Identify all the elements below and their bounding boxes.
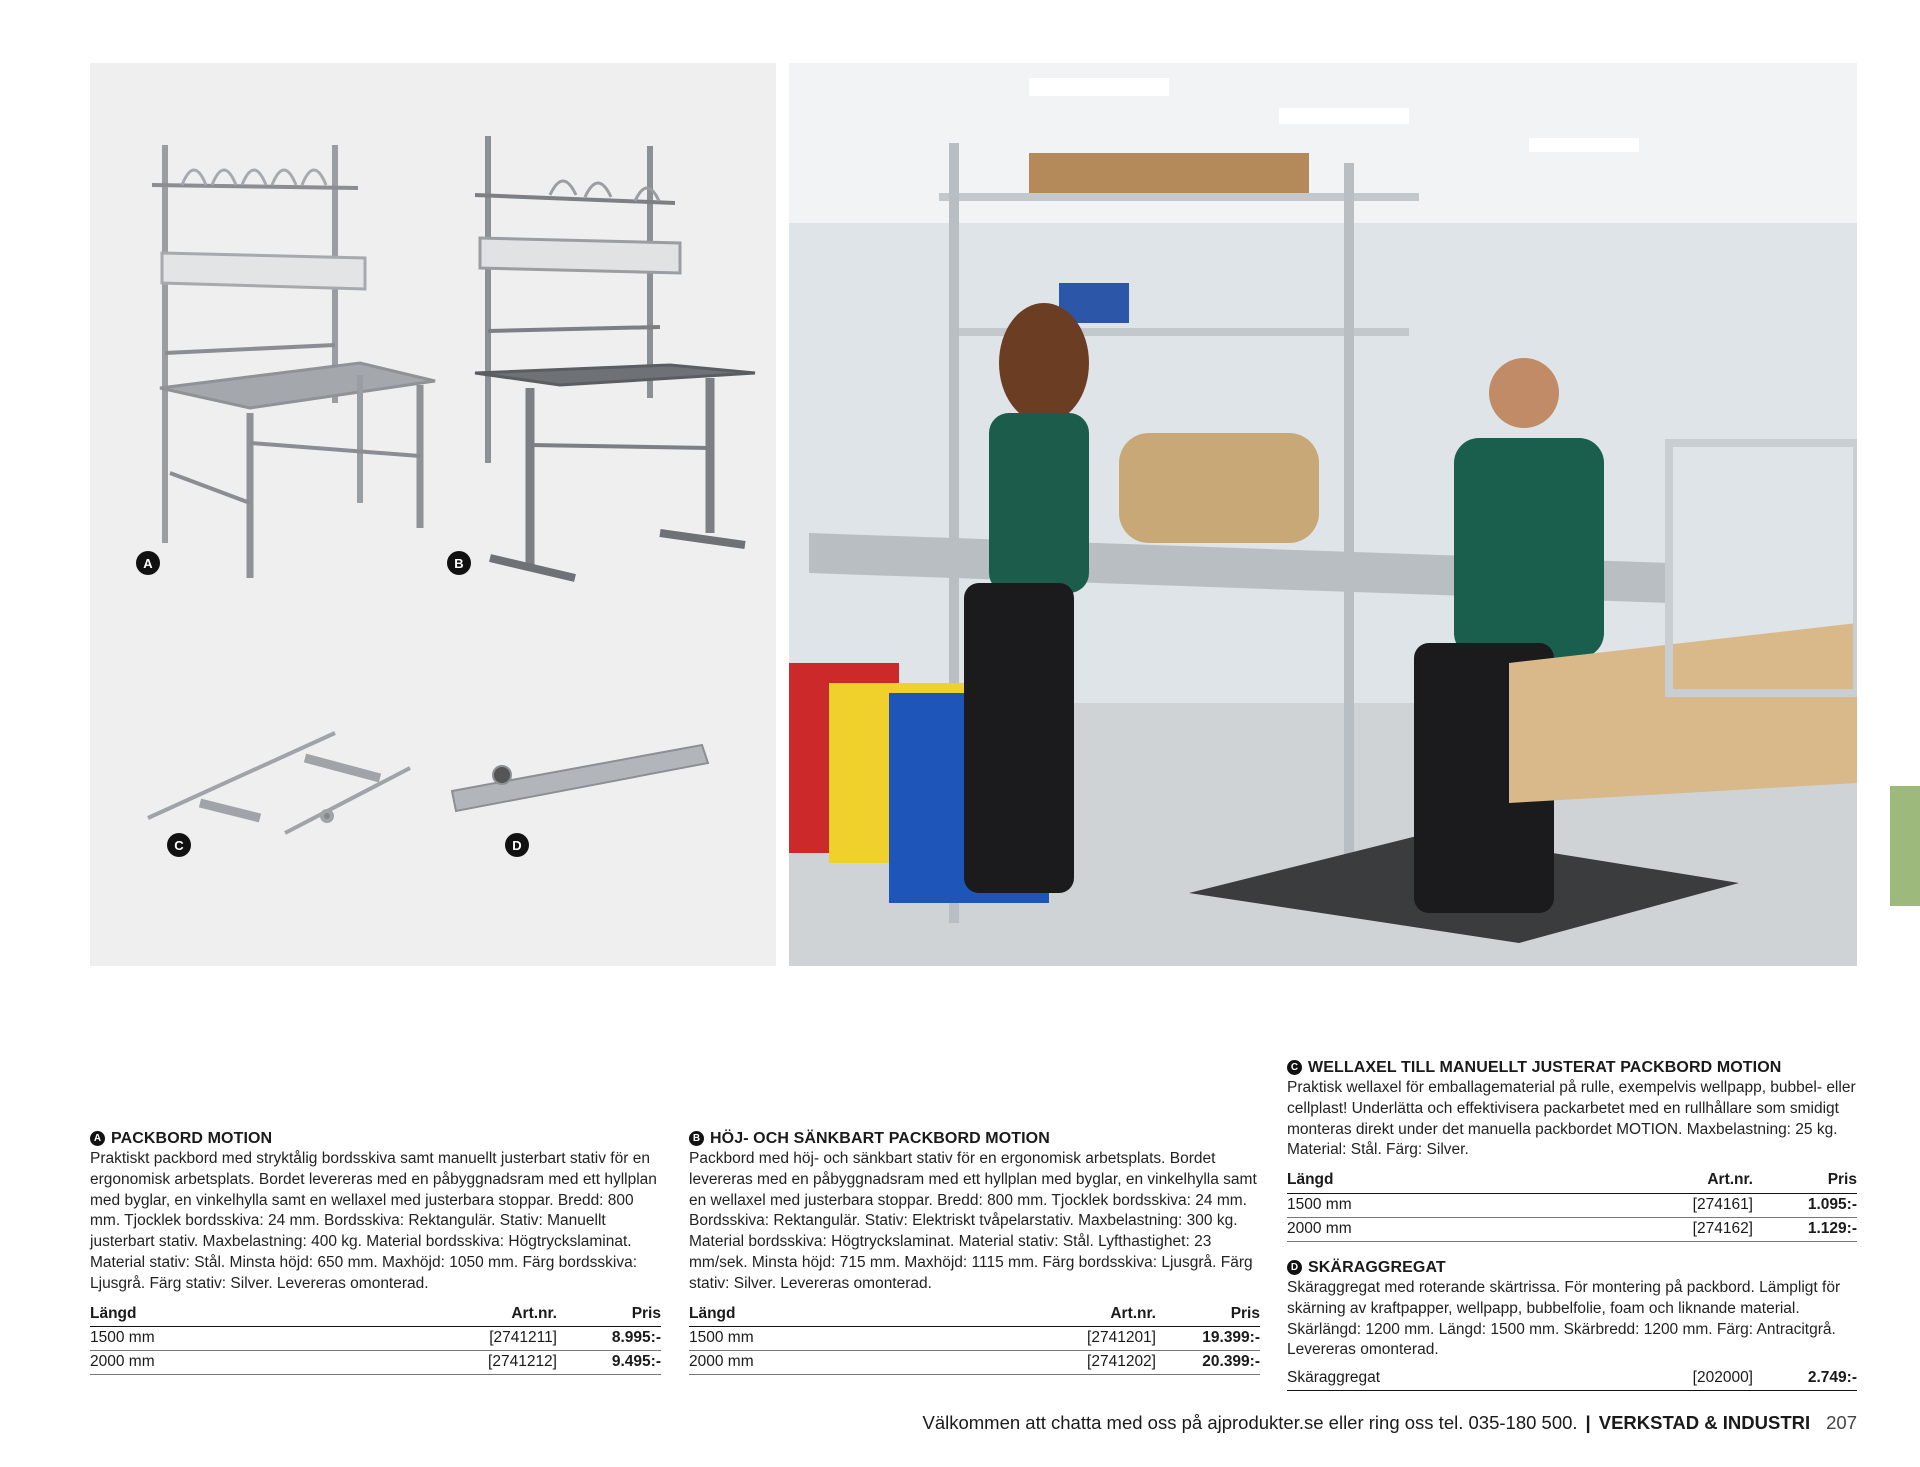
- price-cell: 9.495:-: [557, 1351, 661, 1375]
- price-cell: 1.095:-: [1753, 1193, 1857, 1217]
- product-description-a: Praktiskt packbord med stryktålig bordsskiva samt manuellt justerbart stativ för en ergonomisk arbetsplats. Bordet levereras med en påbyggnadsram med ett hyllplan med byglar, en vinkelhylla samt en wellaxel med justerbara stoppar. Bredd: 800 mm. Tjocklek bordsskiva: 24 mm. Bordsskiva: Rektangulär. Stativ: Manuellt justerbart stativ. Maxbelastning: 400 kg. Material bordsskiva: Högtryckslaminat. Material stativ: Stål. Minsta höjd: 650 mm. Maxhöjd: 1050 mm. Färg bordsskiva: Ljusgrå. Färg stativ: Silver. Levereras omonterad.: [90, 1150, 657, 1292]
- item-cell: Skäraggregat: [1287, 1367, 1570, 1390]
- length-cell: 2000 mm: [1287, 1217, 1528, 1241]
- marker-d-badge: D: [1287, 1260, 1302, 1275]
- length-cell: 2000 mm: [689, 1351, 915, 1375]
- price-cell: 1.129:-: [1753, 1217, 1857, 1241]
- product-block-a: [90, 1128, 661, 1375]
- item-c-illustration: [148, 733, 410, 833]
- table-row: [1287, 1367, 1857, 1390]
- price-table-d: [1287, 1367, 1857, 1391]
- product-title-d-text: SKÄRAGGREGAT: [1308, 1259, 1446, 1276]
- price-table-c: [1287, 1169, 1857, 1241]
- product-title-d: [1287, 1257, 1857, 1278]
- price-table-header: [90, 1303, 661, 1327]
- price-cell: 2.749:-: [1753, 1367, 1857, 1390]
- product-title-c-text: WELLAXEL TILL MANUELLT JUSTERAT PACKBORD MOTION: [1308, 1059, 1782, 1076]
- footer-section-name: VERKSTAD & INDUSTRI: [1598, 1412, 1811, 1433]
- art-cell: [274161]: [1528, 1193, 1753, 1217]
- item-d-illustration: [452, 745, 708, 811]
- table-row: [689, 1351, 1260, 1375]
- col-length-header: Längd: [90, 1303, 316, 1327]
- price-cell: 8.995:-: [557, 1327, 661, 1351]
- product-title-b: [689, 1128, 1260, 1149]
- col-art-header: Art.nr.: [316, 1303, 557, 1327]
- product-block-d: [1287, 1257, 1857, 1391]
- product-description-b: Packbord med höj- och sänkbart stativ för en ergonomisk arbetsplats. Bordet levereras med en påbyggnadsram med ett hyllplan med byglar, en vinkelhylla samt en wellaxel med justerbara stoppar. Bredd: 800 mm. Tjocklek bordsskiva: 24 mm. Bordsskiva: Rektangulär. Stativ: Elektriskt tvåpelarstativ. Maxbelastning: 300 kg. Material bordsskiva: Högtryckslaminat. Material stativ: Stål. Lyfthastighet: 23 mm/sek. Minsta höjd: 715 mm. Maxhöjd: 1115 mm. Färg bordsskiva: Ljusgrå. Färg stativ: Silver. Levereras omonterad.: [689, 1150, 1257, 1292]
- art-cell: [274162]: [1528, 1217, 1753, 1241]
- price-cell: 20.399:-: [1156, 1351, 1260, 1375]
- art-cell: [2741211]: [316, 1327, 557, 1351]
- page-number: 207: [1826, 1412, 1857, 1433]
- table-row: [1287, 1193, 1857, 1217]
- length-cell: 1500 mm: [689, 1327, 915, 1351]
- section-color-tab: [1890, 786, 1920, 906]
- price-table-a: [90, 1303, 661, 1375]
- col-length-header: Längd: [1287, 1169, 1528, 1193]
- art-cell: [2741202]: [915, 1351, 1156, 1375]
- product-title-a: [90, 1128, 661, 1149]
- product-title-a-text: PACKBORD MOTION: [111, 1130, 273, 1147]
- product-title-c: [1287, 1057, 1857, 1078]
- product-description-d: Skäraggregat med roterande skärtrissa. För montering på packbord. Lämpligt för skärning av kraftpapper, wellpapp, bubbelfolie, foam och liknande material. Skärlängd: 1200 mm. Längd: 1500 mm. Skärbredd: 1200 mm. Färg: Antracitgrå. Levereras omonterad.: [1287, 1279, 1841, 1359]
- product-title-b-text: HÖJ- OCH SÄNKBART PACKBORD MOTION: [710, 1130, 1050, 1147]
- marker-b-badge: B: [689, 1131, 704, 1146]
- art-cell: [2741212]: [316, 1351, 557, 1375]
- length-cell: 1500 mm: [1287, 1193, 1528, 1217]
- product-marker-c: C: [167, 833, 191, 857]
- product-block-c: [1287, 1057, 1857, 1242]
- product-block-b: [689, 1128, 1260, 1375]
- footer-contact: Välkommen att chatta med oss på ajprodukter.se eller ring oss tel. 035-180 500.: [922, 1412, 1578, 1433]
- marker-c-badge: C: [1287, 1060, 1302, 1075]
- product-marker-b: B: [447, 551, 471, 575]
- product-marker-a: A: [136, 551, 160, 575]
- marker-a-badge: A: [90, 1131, 105, 1146]
- price-table-header: [689, 1303, 1260, 1327]
- table-row: [90, 1351, 661, 1375]
- table-row: [689, 1327, 1260, 1351]
- art-cell: [202000]: [1570, 1367, 1753, 1390]
- warehouse-photo: [789, 63, 1857, 966]
- page-footer: [840, 1411, 1857, 1435]
- footer-separator: |: [1585, 1412, 1591, 1433]
- price-table-header: [1287, 1169, 1857, 1193]
- table-row: [1287, 1217, 1857, 1241]
- col-length-header: Längd: [689, 1303, 915, 1327]
- table-b-illustration: [475, 136, 755, 578]
- table-row: [90, 1327, 661, 1351]
- col-art-header: Art.nr.: [1528, 1169, 1753, 1193]
- price-table-b: [689, 1303, 1260, 1375]
- col-price-header: Pris: [1753, 1169, 1857, 1193]
- product-marker-d: D: [505, 833, 529, 857]
- length-cell: 2000 mm: [90, 1351, 316, 1375]
- art-cell: [2741201]: [915, 1327, 1156, 1351]
- product-description-c: Praktisk wellaxel för emballagematerial på rulle, exempelvis wellpapp, bubbel- eller cellplast! Underlätta och effektivisera packarbetet med en rullhållare som smidigt monteras direkt under det manuella packbordet MOTION. Maxbelastning: 25 kg. Material: Stål. Färg: Silver.: [1287, 1079, 1856, 1159]
- col-art-header: Art.nr.: [915, 1303, 1156, 1327]
- table-a-illustration: [152, 145, 435, 578]
- price-cell: 19.399:-: [1156, 1327, 1260, 1351]
- col-price-header: Pris: [1156, 1303, 1260, 1327]
- col-price-header: Pris: [557, 1303, 661, 1327]
- product-image-panel: [90, 63, 776, 966]
- length-cell: 1500 mm: [90, 1327, 316, 1351]
